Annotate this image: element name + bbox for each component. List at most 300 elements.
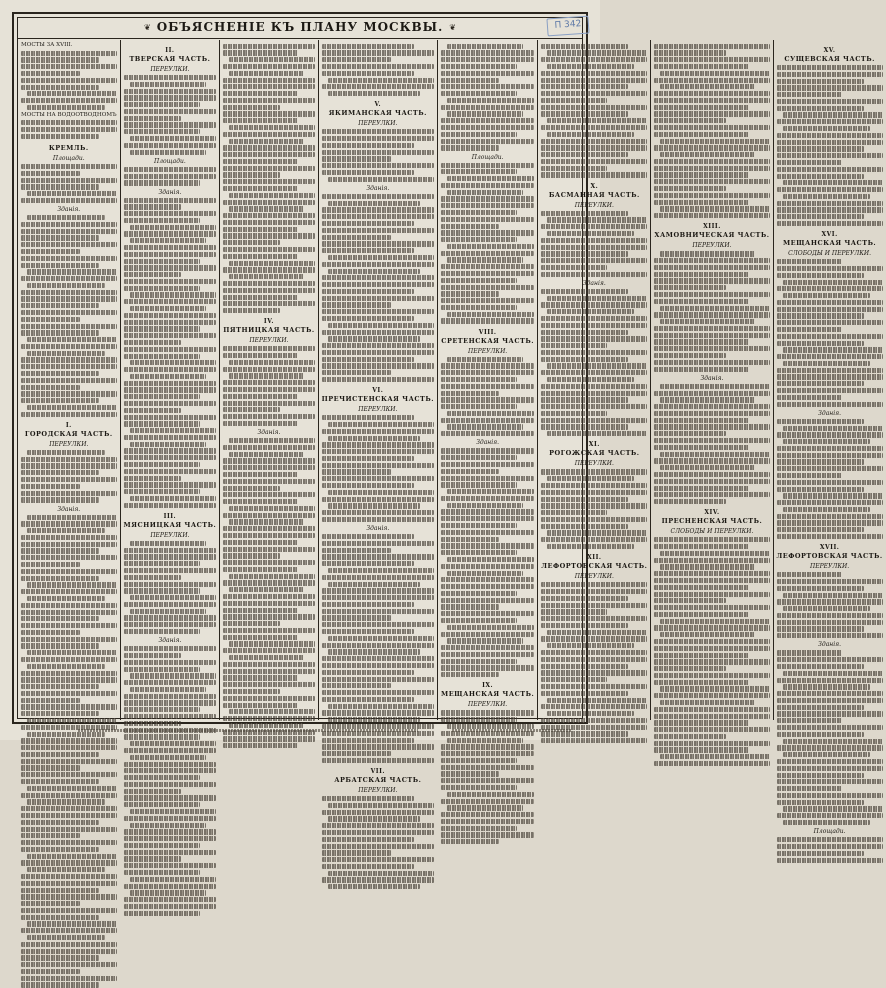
index-entry-line <box>541 404 647 409</box>
index-entry-line <box>130 238 206 243</box>
index-entry-line <box>654 118 725 123</box>
index-entry-line <box>654 193 769 198</box>
index-entry-line <box>322 221 414 226</box>
index-entry-line <box>654 445 748 450</box>
index-entry-line <box>777 402 883 407</box>
index-entry-line <box>541 691 628 696</box>
index-entry-line <box>322 463 434 468</box>
index-entry-line <box>654 472 769 477</box>
index-entry-line <box>777 813 883 818</box>
subsection-heading: ПЕРЕУЛКИ. <box>574 460 614 468</box>
index-entry-line <box>328 871 434 876</box>
index-entry-line <box>547 630 647 635</box>
section-heading <box>124 47 217 63</box>
index-entry-line <box>124 660 217 665</box>
index-entry-line <box>541 537 647 542</box>
index-entry-line <box>541 302 647 307</box>
index-entry-line <box>21 982 99 987</box>
index-entry-line <box>660 251 754 256</box>
index-entry-line <box>441 584 534 589</box>
index-entry-line <box>21 290 117 295</box>
index-entry-line <box>124 231 217 236</box>
index-entry-line <box>229 71 304 76</box>
index-entry-line <box>124 129 200 134</box>
index-entry-line <box>124 435 217 440</box>
index-entry-line <box>654 653 748 658</box>
index-entry-line <box>223 227 298 232</box>
index-entry-line <box>124 629 200 634</box>
index-entry-line <box>541 330 628 335</box>
index-entry-line <box>654 424 769 429</box>
index-entry-line <box>541 524 628 529</box>
section-heading <box>777 47 883 63</box>
index-entry-line <box>223 648 314 653</box>
index-entry-line <box>322 330 434 335</box>
index-entry-line <box>21 562 80 567</box>
index-entry-line <box>21 691 117 696</box>
index-entry-line <box>441 404 517 409</box>
index-entry-line <box>322 136 434 141</box>
index-entry-line <box>21 171 80 176</box>
index-entry-line <box>328 490 434 495</box>
index-entry-line <box>223 91 298 96</box>
index-entry-line <box>322 554 434 559</box>
index-entry-line <box>654 673 769 678</box>
index-entry-line <box>328 436 420 441</box>
index-entry-line <box>21 378 117 383</box>
index-entry-line <box>541 636 647 641</box>
index-entry-line <box>124 272 181 277</box>
index-entry-line <box>660 206 769 211</box>
index-entry-line <box>447 98 534 103</box>
index-entry-line <box>654 179 769 184</box>
index-entry-line <box>660 551 769 556</box>
index-entry-line <box>124 836 217 841</box>
index-entry-line <box>223 621 280 626</box>
index-entry-line <box>441 659 517 664</box>
index-entry-line <box>328 582 420 587</box>
index-entry-line <box>541 289 628 294</box>
index-entry-line <box>654 741 769 746</box>
index-entry-line <box>124 503 217 508</box>
index-entry-line <box>447 625 534 630</box>
index-entry-line <box>441 305 517 310</box>
index-entry-line <box>777 851 864 856</box>
index-entry-line <box>541 166 607 171</box>
index-entry-line <box>124 387 217 392</box>
index-entry-line <box>777 354 883 359</box>
section-heading <box>441 682 534 698</box>
section-heading <box>777 231 883 247</box>
index-entry-line <box>660 306 769 311</box>
index-entry-line <box>21 542 117 547</box>
index-entry-line <box>21 222 117 227</box>
index-entry-line <box>322 510 434 515</box>
index-entry-line <box>124 415 217 420</box>
index-entry-line <box>223 240 280 245</box>
subsection-heading: Площади. <box>153 157 186 165</box>
subsection-heading: ПЕРЕУЛКИ. <box>49 440 89 448</box>
index-entry-line <box>441 118 534 123</box>
index-entry-line <box>21 657 117 662</box>
index-entry-line <box>441 139 534 144</box>
subsection-heading: ПЕРЕУЛКИ. <box>150 531 190 539</box>
index-entry-line <box>441 169 517 174</box>
index-entry-line <box>654 499 725 504</box>
index-entry-line <box>783 293 870 298</box>
index-entry-line <box>654 111 769 116</box>
index-entry-line <box>21 463 117 468</box>
index-entry-line <box>654 186 725 191</box>
index-entry-line <box>654 680 748 685</box>
index-entry-line <box>124 394 200 399</box>
index-entry-line <box>21 901 80 906</box>
index-entry-line <box>229 574 314 579</box>
index-entry-line <box>541 718 647 723</box>
index-entry-line <box>441 564 534 569</box>
index-entry-line <box>328 704 434 709</box>
text-columns <box>18 40 883 836</box>
index-entry-line <box>777 65 883 70</box>
subsection-heading: ПЕРЕУЛКИ. <box>574 201 614 209</box>
index-entry-line <box>660 700 754 705</box>
index-entry-line <box>223 696 314 701</box>
index-entry-line <box>130 292 217 297</box>
index-entry-line <box>547 296 647 301</box>
index-entry-line <box>441 384 534 389</box>
index-entry-line <box>777 146 864 151</box>
index-entry-line <box>777 793 883 798</box>
index-entry-line <box>124 856 181 861</box>
index-entry-line <box>21 235 99 240</box>
index-entry-line <box>541 84 628 89</box>
index-entry-line <box>229 125 314 130</box>
index-entry-line <box>21 908 117 913</box>
index-entry-line <box>21 637 117 642</box>
index-entry-line <box>541 582 647 587</box>
index-entry-line <box>21 330 99 335</box>
index-entry-line <box>447 638 523 643</box>
index-entry-line <box>21 752 99 757</box>
index-entry-line <box>783 671 883 676</box>
index-entry-line <box>441 318 534 323</box>
index-entry-line <box>441 264 534 269</box>
archive-stamp: П 342 <box>546 16 589 37</box>
index-entry-line <box>777 534 883 539</box>
index-entry-line <box>223 105 280 110</box>
index-entry-line <box>21 623 117 628</box>
index-entry-line <box>541 616 647 621</box>
index-entry-line <box>21 276 117 281</box>
index-entry-line <box>21 535 117 540</box>
index-entry-line <box>541 145 647 150</box>
index-entry-line <box>777 844 883 849</box>
index-entry-line <box>130 442 206 447</box>
index-entry-line <box>541 323 647 328</box>
index-entry-line <box>223 458 314 463</box>
index-entry-line <box>27 191 117 196</box>
index-entry-line <box>322 282 434 287</box>
section-label: ХАМОВНИЧЕСКАЯ ЧАСТЬ. <box>654 231 770 240</box>
text-column <box>538 40 651 720</box>
index-entry-line <box>654 292 769 297</box>
index-entry-line <box>21 827 117 832</box>
subsection-heading: Площади. <box>471 153 504 161</box>
index-entry-line <box>777 99 883 104</box>
index-entry-line <box>441 516 534 521</box>
index-entry-line <box>447 312 534 317</box>
index-entry-line <box>223 669 314 674</box>
index-entry-line <box>124 802 200 807</box>
index-entry-line <box>229 519 304 524</box>
index-entry-line <box>27 351 105 356</box>
index-entry-line <box>777 678 883 683</box>
index-entry-line <box>777 579 883 584</box>
index-entry-line <box>777 286 883 291</box>
index-entry-line <box>223 98 314 103</box>
index-entry-line <box>328 816 420 821</box>
index-entry-line <box>547 377 634 382</box>
index-entry-line <box>322 214 434 219</box>
index-entry-line <box>654 666 725 671</box>
index-entry-line <box>124 694 217 699</box>
index-entry-line <box>777 657 883 662</box>
index-entry-line <box>124 448 217 453</box>
index-entry-line <box>223 186 298 191</box>
index-entry-line <box>124 897 217 902</box>
index-entry-line <box>124 421 200 426</box>
index-entry-line <box>441 550 517 555</box>
index-entry-line <box>322 810 434 815</box>
index-entry-line <box>21 484 80 489</box>
index-entry-line <box>124 265 217 270</box>
index-entry-line <box>21 71 80 76</box>
index-entry-line <box>777 779 883 784</box>
index-entry-line <box>124 850 217 855</box>
index-entry-line <box>124 680 217 685</box>
index-entry-line <box>777 320 883 325</box>
index-entry-line <box>27 515 117 520</box>
index-entry-line <box>223 78 314 83</box>
index-entry-line <box>654 312 769 317</box>
text-column <box>220 40 318 720</box>
index-entry-line <box>654 558 769 563</box>
index-entry-line <box>229 193 314 198</box>
index-entry-line <box>27 867 105 872</box>
index-entry-line <box>441 469 499 474</box>
index-entry-line <box>441 523 517 528</box>
index-entry-line <box>124 143 217 148</box>
index-entry-line <box>223 288 314 293</box>
index-entry-line <box>223 479 314 484</box>
index-entry-line <box>21 357 117 362</box>
index-entry-line <box>654 714 769 719</box>
index-entry-line <box>441 203 534 208</box>
index-entry-line <box>124 367 217 372</box>
section-label: РОГОЖСКАЯ ЧАСТЬ. <box>549 449 640 458</box>
index-entry-line <box>223 703 298 708</box>
text-column <box>18 40 121 720</box>
index-entry-line <box>541 343 607 348</box>
index-entry-line <box>654 272 748 277</box>
subsection-heading: ПЕРЕУЛКИ. <box>358 406 398 414</box>
index-entry-line <box>124 299 217 304</box>
index-entry-line <box>541 350 647 355</box>
index-entry-line <box>21 569 117 574</box>
index-entry-line <box>21 881 117 886</box>
index-entry-line <box>27 450 105 455</box>
index-entry-line <box>229 261 314 266</box>
index-entry-line <box>223 166 314 171</box>
index-entry-line <box>21 555 117 560</box>
index-entry-line <box>223 689 280 694</box>
index-entry-line <box>322 690 434 695</box>
index-entry-line <box>21 603 117 608</box>
section-heading <box>654 223 769 239</box>
index-entry-line <box>322 449 434 454</box>
section-heading <box>322 387 434 403</box>
index-entry-line <box>777 480 883 485</box>
index-entry-line <box>124 575 181 580</box>
index-entry-line <box>441 291 499 296</box>
index-entry-line <box>124 354 200 359</box>
index-entry-line <box>783 752 870 757</box>
index-entry-line <box>21 698 80 703</box>
index-entry-line <box>21 942 117 947</box>
index-entry-line <box>541 677 607 682</box>
index-entry-line <box>322 541 434 546</box>
index-entry-line <box>777 79 864 84</box>
index-entry-line <box>322 316 414 321</box>
index-entry-line <box>547 64 634 69</box>
index-entry-line <box>441 251 534 256</box>
index-entry-line <box>21 684 99 689</box>
index-entry-line <box>441 78 499 83</box>
index-entry-line <box>541 483 647 488</box>
index-entry-line <box>124 333 217 338</box>
index-entry-line <box>130 673 217 678</box>
index-entry-line <box>541 238 647 243</box>
index-entry-line <box>124 347 217 352</box>
index-entry-line <box>777 432 883 437</box>
index-entry-line <box>783 347 883 352</box>
index-entry-line <box>777 140 883 145</box>
index-entry-line <box>541 510 607 515</box>
index-entry-line <box>777 650 843 655</box>
index-entry-line <box>124 734 200 739</box>
index-entry-line <box>441 455 517 460</box>
index-entry-line <box>660 564 754 569</box>
index-entry-line <box>654 132 748 137</box>
index-entry-line <box>654 707 769 712</box>
index-entry-line <box>441 771 499 776</box>
index-entry-line <box>229 57 314 62</box>
index-entry-line <box>229 641 314 646</box>
index-entry-line <box>322 50 434 55</box>
index-entry-line <box>447 44 523 49</box>
subsection-heading: Зданія. <box>257 429 281 437</box>
index-entry-line <box>660 319 754 324</box>
section-number: XVII. <box>819 544 840 552</box>
index-entry-line <box>223 295 298 300</box>
index-entry-line <box>229 655 304 660</box>
index-entry-line <box>654 492 769 497</box>
index-entry-line <box>223 465 314 470</box>
index-entry-line <box>654 659 769 664</box>
index-entry-line <box>124 615 217 620</box>
index-entry-line <box>783 684 870 689</box>
section-heading <box>654 509 769 525</box>
index-entry-line <box>124 75 217 80</box>
index-entry-line <box>777 214 864 219</box>
index-entry-line <box>322 302 392 307</box>
index-entry-line <box>322 71 414 76</box>
index-entry-line <box>21 120 117 125</box>
index-entry-line <box>654 64 748 69</box>
index-entry-line <box>223 118 298 123</box>
index-entry-line <box>124 180 200 185</box>
index-entry-line <box>541 650 647 655</box>
index-entry-line <box>322 377 434 382</box>
index-entry-line <box>328 78 434 83</box>
index-entry-line <box>223 526 314 531</box>
index-entry-line <box>541 272 647 277</box>
index-entry-line <box>328 255 434 260</box>
text-column <box>651 40 773 720</box>
index-entry-line <box>541 418 647 423</box>
index-entry-line <box>777 487 864 492</box>
index-entry-line <box>777 160 843 165</box>
index-entry-line <box>322 163 434 168</box>
index-entry-line <box>124 622 217 627</box>
subsection-heading: Зданія. <box>818 641 842 649</box>
index-entry-line <box>322 588 434 593</box>
index-entry-line <box>223 472 298 477</box>
index-entry-line <box>21 134 99 139</box>
index-entry-line <box>777 381 864 386</box>
index-entry-line <box>541 490 647 495</box>
index-entry-line <box>322 561 414 566</box>
index-entry-line <box>27 596 105 601</box>
index-entry-line <box>541 397 628 402</box>
index-entry-line <box>777 85 883 90</box>
index-entry-line <box>541 517 647 522</box>
index-entry-line <box>328 422 434 427</box>
index-entry-line <box>654 98 769 103</box>
index-entry-line <box>441 210 517 215</box>
index-entry-line <box>27 854 117 859</box>
index-entry-line <box>322 758 434 763</box>
index-entry-line <box>441 496 534 501</box>
index-entry-line <box>547 50 647 55</box>
index-entry-line <box>660 619 769 624</box>
footer-imprint <box>18 725 582 735</box>
index-entry-line <box>777 153 883 158</box>
index-entry-line <box>124 286 200 291</box>
index-entry-line <box>660 452 769 457</box>
section-number: III. <box>163 512 177 520</box>
section-number: II. <box>165 47 175 54</box>
index-entry-line <box>124 102 200 107</box>
index-entry-line <box>322 548 392 553</box>
index-entry-line <box>441 482 517 487</box>
index-entry-line <box>124 602 217 607</box>
index-entry-line <box>21 256 117 261</box>
index-entry-line <box>21 64 117 69</box>
index-entry-line <box>322 643 434 648</box>
index-entry-line <box>223 346 314 351</box>
index-entry-line <box>654 761 769 766</box>
